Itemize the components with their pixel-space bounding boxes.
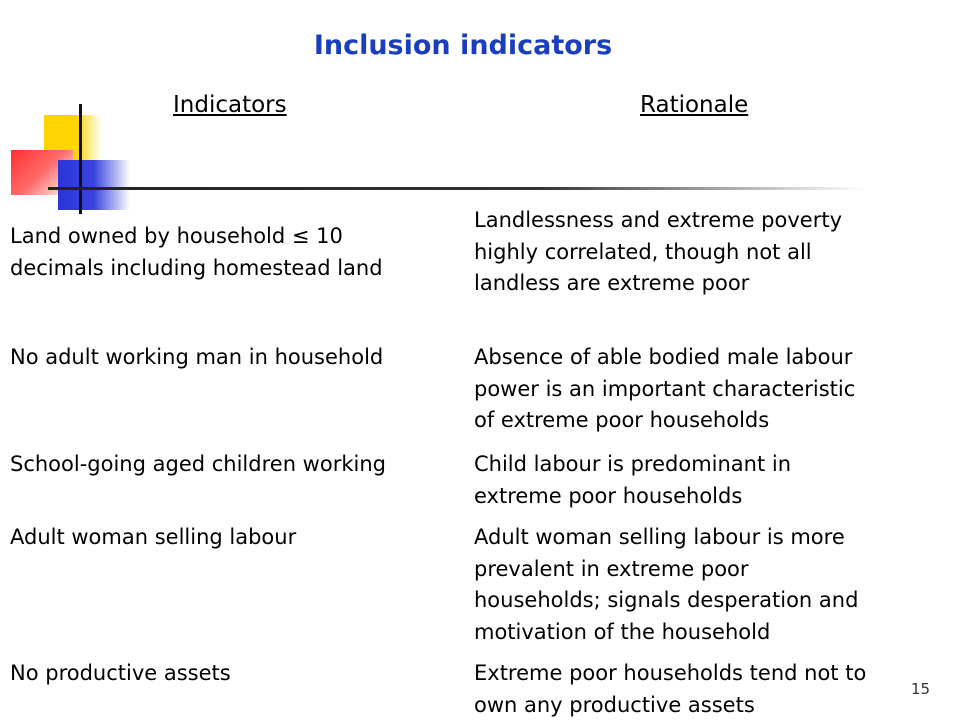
- rationale-line: of extreme poor households: [474, 405, 855, 437]
- indicator-no-adult-man: [10, 342, 383, 374]
- rationale-line: power is an important characteristic: [474, 374, 855, 406]
- decorative-blue-square: [58, 160, 130, 210]
- rationale-line: households; signals desperation and: [474, 585, 858, 617]
- rationale-line: Landlessness and extreme poverty: [474, 205, 842, 237]
- column-header-rationale: Rationale: [640, 92, 748, 118]
- indicator-line: School-going aged children working: [10, 449, 386, 481]
- indicator-line: Adult woman selling labour: [10, 522, 296, 554]
- rationale-woman-labour: [474, 522, 858, 648]
- indicator-children-working: [10, 449, 386, 481]
- indicator-land-owned: [10, 221, 383, 284]
- indicator-line: No adult working man in household: [10, 342, 383, 374]
- rationale-line: Adult woman selling labour is more: [474, 522, 858, 554]
- rationale-line: highly correlated, though not all: [474, 237, 842, 269]
- rationale-productive-assets: [474, 658, 866, 721]
- indicator-woman-selling-labour: [10, 522, 296, 554]
- rationale-landlessness: [474, 205, 842, 300]
- rationale-line: own any productive assets: [474, 690, 866, 721]
- slide-title: Inclusion indicators: [0, 30, 926, 61]
- rationale-line: Absence of able bodied male labour: [474, 342, 855, 374]
- rationale-male-labour: [474, 342, 855, 437]
- rationale-child-labour: [474, 449, 791, 512]
- rationale-line: Child labour is predominant in: [474, 449, 791, 481]
- rationale-line: extreme poor households: [474, 481, 791, 513]
- column-header-indicators: Indicators: [173, 92, 287, 118]
- indicator-no-productive-assets: [10, 658, 231, 690]
- indicator-line: decimals including homestead land: [10, 253, 383, 285]
- header-divider-line: [48, 187, 868, 190]
- decorative-vertical-line: [79, 104, 82, 214]
- rationale-line: Extreme poor households tend not to: [474, 658, 866, 690]
- indicator-line: No productive assets: [10, 658, 231, 690]
- page-number: 15: [911, 680, 930, 698]
- rationale-line: landless are extreme poor: [474, 268, 842, 300]
- rationale-line: prevalent in extreme poor: [474, 554, 858, 586]
- indicator-line: Land owned by household ≤ 10: [10, 221, 383, 253]
- rationale-line: motivation of the household: [474, 617, 858, 649]
